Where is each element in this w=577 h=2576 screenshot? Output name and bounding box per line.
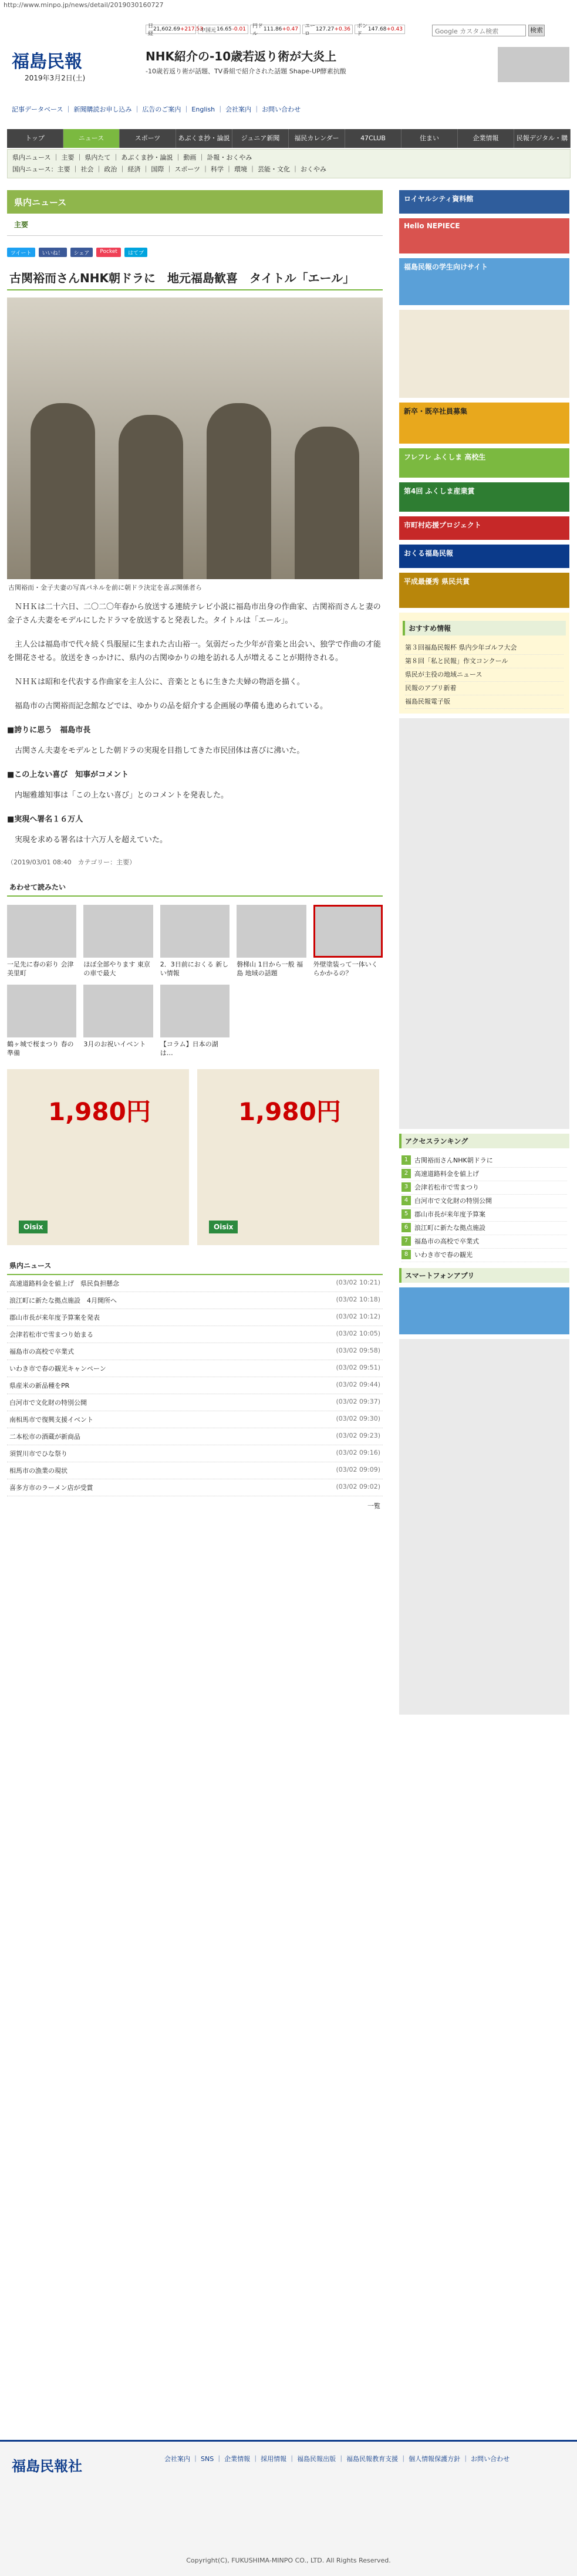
ticker-4: ポンド 147.68 +0.43 [355, 25, 405, 34]
rank-item[interactable]: 7 福島市の高校で卒業式 [401, 1235, 567, 1249]
news-item[interactable]: 県産米の新品種をPR (03/02 09:44) [7, 1377, 383, 1394]
photo-person [119, 415, 183, 579]
nav-47club[interactable]: 47CLUB [345, 129, 401, 148]
news-item[interactable]: 会津若松市で雪まつり始まる (03/02 10:05) [7, 1326, 383, 1343]
news-item[interactable]: 喜多方市のラーメン店が受賞 (03/02 09:02) [7, 1479, 383, 1496]
paragraph: 福島市の古関裕而記念館などでは、ゆかりの品を紹介する企画展の準備も進められている。 [15, 702, 328, 711]
pocket-button[interactable]: Pocket [96, 248, 121, 257]
related-thumb[interactable] [160, 905, 230, 958]
yellow-item[interactable]: 県民が主役の地域ニュース [405, 668, 563, 682]
related-thumb[interactable] [237, 905, 306, 958]
big-ad-right[interactable] [197, 1069, 379, 1245]
header-ad[interactable] [146, 47, 439, 83]
nav-column[interactable]: あぶくま抄・論説 [176, 129, 232, 148]
nav-news[interactable]: ニュース [63, 129, 120, 148]
url-bar[interactable]: http://www.minpo.jp/news/detail/2019030160727 [4, 1, 164, 9]
search-input[interactable]: Google カスタム検索 [432, 25, 526, 36]
tweet-button[interactable]: ツイート [7, 248, 35, 257]
article-photo [7, 298, 383, 579]
side-banner[interactable]: フレフレ ふくしま 高校生 [399, 448, 569, 478]
ticker-1: 中国元 16.65 -0.01 [198, 25, 248, 34]
side-banner[interactable]: 市町村応援プロジェクト [399, 516, 569, 540]
subnav-row-1[interactable]: 県内ニュース ｜ 主要 ｜ 県内たて ｜ あぶくま抄・論説 ｜ 動画 ｜ 訃報・おくやみ [12, 154, 252, 161]
related-caption[interactable]: 鶴ヶ城で桜まつり 春の準備 [7, 1040, 74, 1057]
related-caption[interactable]: 磐梯山 1日から一般 福島 地域の話題 [237, 961, 303, 977]
rank-item[interactable]: 8 いわき市で春の観光 [401, 1249, 567, 1262]
section-title: 県内ニュース [7, 190, 383, 214]
nav-digital[interactable]: 民報デジタル・購 [514, 129, 571, 148]
sub-nav [7, 149, 571, 178]
news-item[interactable]: 福島市の高校で卒業式 (03/02 09:58) [7, 1343, 383, 1360]
nav-company[interactable]: 企業情報 [458, 129, 514, 148]
site-header [0, 11, 577, 75]
rank-item[interactable]: 6 浪江町に新たな拠点施設 [401, 1222, 567, 1235]
related-thumb[interactable] [313, 905, 383, 958]
related-item[interactable] [7, 985, 76, 1057]
related-title: あわせて読みたい [7, 878, 383, 897]
related-grid [7, 905, 383, 1057]
side-yellow-box [399, 613, 569, 714]
paragraph: 実現を求める署名は十六万人を超えていた。 [15, 836, 168, 844]
site-footer [0, 2440, 577, 2576]
related-caption[interactable]: 2．3日前におくる 新しい情報 [160, 961, 229, 977]
related-caption[interactable]: 【コラム】日本の湖は… [160, 1040, 218, 1057]
side-ad-oisix[interactable] [399, 310, 569, 398]
ticker-2: 円ドル 111.86 +0.47 [250, 25, 301, 34]
news-item[interactable]: 南相馬市で復興支援イベント (03/02 09:30) [7, 1411, 383, 1428]
news-item[interactable]: 高速道路料金を値上げ 県民負担懸念 (03/02 10:21) [7, 1275, 383, 1292]
related-item[interactable] [313, 905, 383, 978]
rank-item[interactable]: 4 白河市で文化財の特別公開 [401, 1195, 567, 1208]
ad-price: 1,980円 [48, 1097, 151, 1126]
app-title: スマートフォンアプリ [399, 1268, 569, 1283]
ad-price: 1,980円 [238, 1097, 341, 1126]
news-item[interactable]: 郡山市長が来年度予算案を発表 (03/02 10:12) [7, 1309, 383, 1326]
nav-top[interactable]: トップ [7, 129, 63, 148]
news-item[interactable]: いわき市で春の観光キャンペーン (03/02 09:51) [7, 1360, 383, 1377]
subheading: ■誇りに思う 福島市長 [7, 726, 91, 735]
sidebar [399, 190, 569, 1719]
rank-list [399, 1153, 569, 1263]
side-banner[interactable]: 平成最優秀 県民共賞 [399, 573, 569, 608]
market-ticker [146, 23, 405, 37]
related-caption[interactable]: 3月のお祝いイベント [83, 1040, 146, 1048]
news-item[interactable]: 二本松市の酒蔵が新商品 (03/02 09:23) [7, 1428, 383, 1445]
nav-junior[interactable]: ジュニア新聞 [232, 129, 289, 148]
ad-image[interactable] [498, 47, 569, 82]
rank-item[interactable]: 5 郡山市長が来年度予算案 [401, 1208, 567, 1222]
yellow-item[interactable]: 福島民報電子版 [405, 695, 563, 709]
news-list-title: 県内ニュース [7, 1257, 383, 1275]
news-item[interactable]: 浪江町に新たな拠点施設 4月開所へ (03/02 10:18) [7, 1292, 383, 1309]
side-ad-stack-2[interactable] [399, 1339, 569, 1715]
related-caption[interactable]: 外壁塗装って一体いくらかかるの？ [313, 961, 378, 977]
side-banner[interactable]: 第4回 ふくしま産業賞 [399, 482, 569, 512]
share-bar [7, 248, 383, 257]
related-item[interactable] [83, 985, 153, 1057]
top-links[interactable]: 記事データベース ｜ 新聞購読お申し込み ｜ 広告のご案内 ｜ English ｜ 会社案内 ｜ お問い合わせ [12, 106, 301, 113]
news-item[interactable]: 須賀川市でひな祭り (03/02 09:16) [7, 1445, 383, 1462]
global-nav [7, 129, 571, 148]
yellow-item[interactable]: 第３回福島民報杯 県内少年ゴルフ大会 [405, 641, 563, 655]
paragraph: ＮＨＫは二十六日、二〇二〇年春から放送する連続テレビ小説に福島市出身の作曲家、古関裕而さんと妻の金子さん夫妻をモデルにしたドラマを放送すると発表した。タイトルは「エール」。 [7, 603, 381, 625]
yellow-list [403, 640, 566, 710]
related-caption[interactable]: ほぼ全部やります 東京の車で最大 [83, 961, 150, 977]
yellow-title: おすすめ情報 [403, 621, 566, 635]
share-button[interactable]: シェア [70, 248, 93, 257]
article-body [7, 600, 383, 847]
big-ad-left[interactable] [7, 1069, 189, 1245]
ticker-0: 日経 21,602.69 +217.53 [146, 25, 196, 34]
more-link[interactable]: 一覧 [367, 1502, 380, 1510]
side-app-banner[interactable] [399, 1287, 569, 1334]
section-category[interactable]: 主要 [7, 214, 383, 236]
side-banner[interactable]: ロイヤルシティ資料館 [399, 190, 569, 214]
ad-brand: Oisix [19, 1221, 48, 1233]
photo-person [207, 403, 271, 579]
like-button[interactable]: いいね！ [39, 248, 67, 257]
article-title: 古関裕而さんNHK朝ドラに 地元福島歓喜 タイトル「エール」 [7, 265, 383, 290]
rank-item[interactable]: 1 古関裕而さんNHK朝ドラに [401, 1154, 567, 1168]
paragraph: ＮＨＫは昭和を代表する作曲家を主人公に、音楽とともに生きた夫婦の物語を描く。 [15, 678, 305, 687]
rank-title: アクセスランキング [399, 1134, 569, 1148]
related-thumb[interactable] [83, 905, 153, 958]
paragraph: 古関さん夫妻をモデルとした朝ドラの実現を目指してきた市民団体は喜びに沸いた。 [15, 746, 305, 755]
ad-subtitle: -10歳若返り術が話題、TV番組で紹介された話題 Shape-UP酵素抗酸 [146, 67, 346, 75]
side-banner[interactable]: Hello NEPIECE [399, 218, 569, 253]
yellow-item[interactable]: 第８回「私と民報」作文コンクール [405, 655, 563, 668]
subheading: ■実現へ署名１６万人 [7, 815, 83, 824]
news-item[interactable]: 白河市で文化財の特別公開 (03/02 09:37) [7, 1394, 383, 1411]
photo-person [31, 403, 95, 579]
paragraph: 内堀雅雄知事は「この上ない喜び」とのコメントを発表した。 [15, 791, 229, 800]
related-item[interactable] [83, 905, 153, 978]
nav-housing[interactable]: 住まい [401, 129, 458, 148]
side-banner[interactable]: おくる福島民報 [399, 545, 569, 568]
subnav-row-2[interactable]: 国内ニュース：主要 ｜ 社会 ｜ 政治 ｜ 経済 ｜ 国際 ｜ スポーツ ｜ 科学 ｜ 環境 ｜ 芸能・文化 ｜ おくやみ [12, 165, 326, 173]
header-date: 2019年3月2日(土) [25, 74, 86, 82]
related-thumb[interactable] [83, 985, 153, 1037]
footer-links[interactable]: 会社案内 ｜ SNS ｜ 企業情報 ｜ 採用情報 ｜ 福島民報出版 ｜ 福島民報教育支援 ｜ 個人情報保護方針 ｜ お問い合わせ [164, 2455, 510, 2463]
ticker-3: ユーロ 127.27 +0.36 [302, 25, 353, 34]
main-column [7, 190, 383, 1515]
side-ad-stack[interactable] [399, 718, 569, 1129]
related-caption[interactable]: 一足先に春の彩り 会津美里町 [7, 961, 74, 977]
photo-caption: 古関裕而・金子夫妻の写真パネルを前に朝ドラ決定を喜ぶ関係者ら [8, 584, 202, 591]
footer-logo[interactable]: 福島民報社 [12, 2457, 82, 2474]
footer-copyright: Copyright(C), FUKUSHIMA-MINPO CO., LTD. All Rights Reserved. [186, 2557, 391, 2564]
related-thumb[interactable] [7, 985, 76, 1037]
yellow-item[interactable]: 民報のアプリ新着 [405, 682, 563, 695]
hatena-button[interactable]: はてブ [124, 248, 147, 257]
news-list [7, 1275, 383, 1496]
news-item[interactable]: 相馬市の漁業の現状 (03/02 09:09) [7, 1462, 383, 1479]
nav-calendar[interactable]: 福民カレンダー [289, 129, 345, 148]
related-thumb[interactable] [160, 985, 230, 1037]
side-banner[interactable]: 福島民報の学生向けサイト [399, 258, 569, 305]
paragraph: 主人公は福島市で代々続く呉服屋に生まれた古山裕一。気弱だった少年が音楽と出会い、独学で作曲の才能を開花させる。放送をきっかけに、県内の古関ゆかりの地を訪れる人が増えることが期待される。 [7, 640, 382, 662]
search-button[interactable]: 検索 [528, 25, 545, 36]
nav-sports[interactable]: スポーツ [120, 129, 176, 148]
subheading: ■この上ない喜び 知事がコメント [7, 770, 129, 779]
side-banner[interactable]: 新卒・既卒社員募集 [399, 403, 569, 444]
big-ads [7, 1069, 383, 1245]
ad-title[interactable]: NHK紹介の-10歳若返り術が大炎上 [146, 49, 337, 63]
related-item[interactable] [160, 905, 230, 978]
article-timestamp: （2019/03/01 08:40 カテゴリー：主要） [7, 858, 136, 866]
photo-person [295, 427, 359, 579]
related-item[interactable] [160, 985, 230, 1057]
ad-brand: Oisix [209, 1221, 238, 1233]
related-item[interactable] [7, 905, 76, 978]
rank-item[interactable]: 2 高速道路料金を値上げ [401, 1168, 567, 1181]
rank-item[interactable]: 3 会津若松市で雪まつり [401, 1181, 567, 1195]
site-logo[interactable]: 福島民報 [12, 52, 82, 72]
related-thumb[interactable] [7, 905, 76, 958]
related-item[interactable] [237, 905, 306, 978]
